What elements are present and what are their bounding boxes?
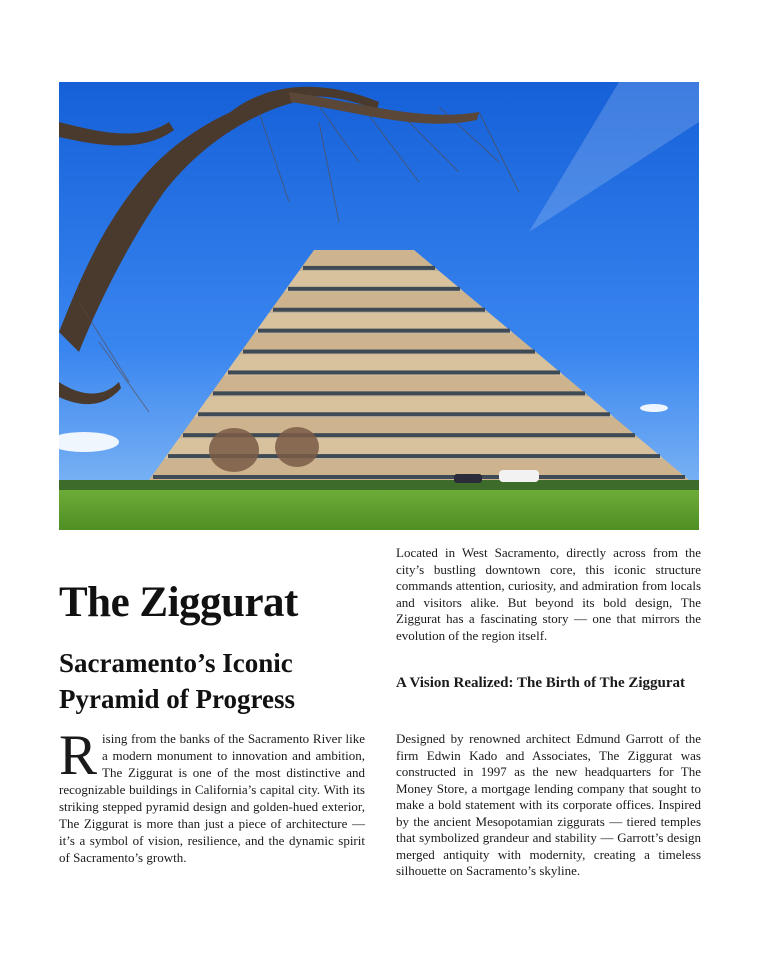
ziggurat-window-band	[303, 266, 435, 270]
ziggurat-window-band	[228, 370, 560, 374]
paragraph-history: Designed by renowned architect Edmund Garrott of the firm Edwin Kado and Associates, The Ziggurat was constructed in 1997 as the new headquarters for The Money Store, a mortgage lending company that sought to make a bold statement with its corporate offices. Inspired by the ancient Mesopotamian ziggurats — tiered temples that symbolized grandeur and stability — Garrott’s design merged antiquity with modernity, creating a timeless silhouette on Sacramento’s skyline.	[396, 731, 701, 878]
intro-paragraph	[59, 724, 365, 866]
ziggurat-building-illustration	[59, 82, 699, 530]
article-subtitle: Sacramento’s Iconic Pyramid of Progress	[59, 648, 295, 714]
section-heading: A Vision Realized: The Birth of The Ziggurat	[396, 675, 686, 691]
ziggurat-window-band	[213, 391, 585, 395]
ziggurat-window-band	[153, 475, 685, 479]
ziggurat-window-band	[243, 350, 535, 354]
ziggurat-window-band	[198, 412, 610, 416]
paragraph-location: Located in West Sacramento, directly across from the city’s bustling downtown core, this iconic structure commands attention, curiosity, and admiration from locals and visitors alike. But beyond its bold design, The Ziggurat has a fascinating story — one that mirrors the evolution of the region itself.	[396, 545, 701, 643]
ziggurat-window-band	[288, 287, 460, 291]
hero-photo	[59, 82, 699, 530]
ziggurat-window-band	[273, 308, 485, 312]
intro-text: ising from the banks of the Sacramento River like a modern monument to innovation and ambition, The Ziggurat is one of the most distinctive and recognizable buildings in California’s capital city. With its striking stepped pyramid design and golden-hued exterior, The Ziggurat is more than just a piece of architecture — it’s a symbol of vision, resilience, and the dynamic spirit of Sacramento’s growth.	[59, 731, 365, 865]
drop-cap: R	[59, 724, 98, 787]
ziggurat-window-band	[258, 329, 510, 333]
article-title: The Ziggurat	[59, 579, 298, 626]
